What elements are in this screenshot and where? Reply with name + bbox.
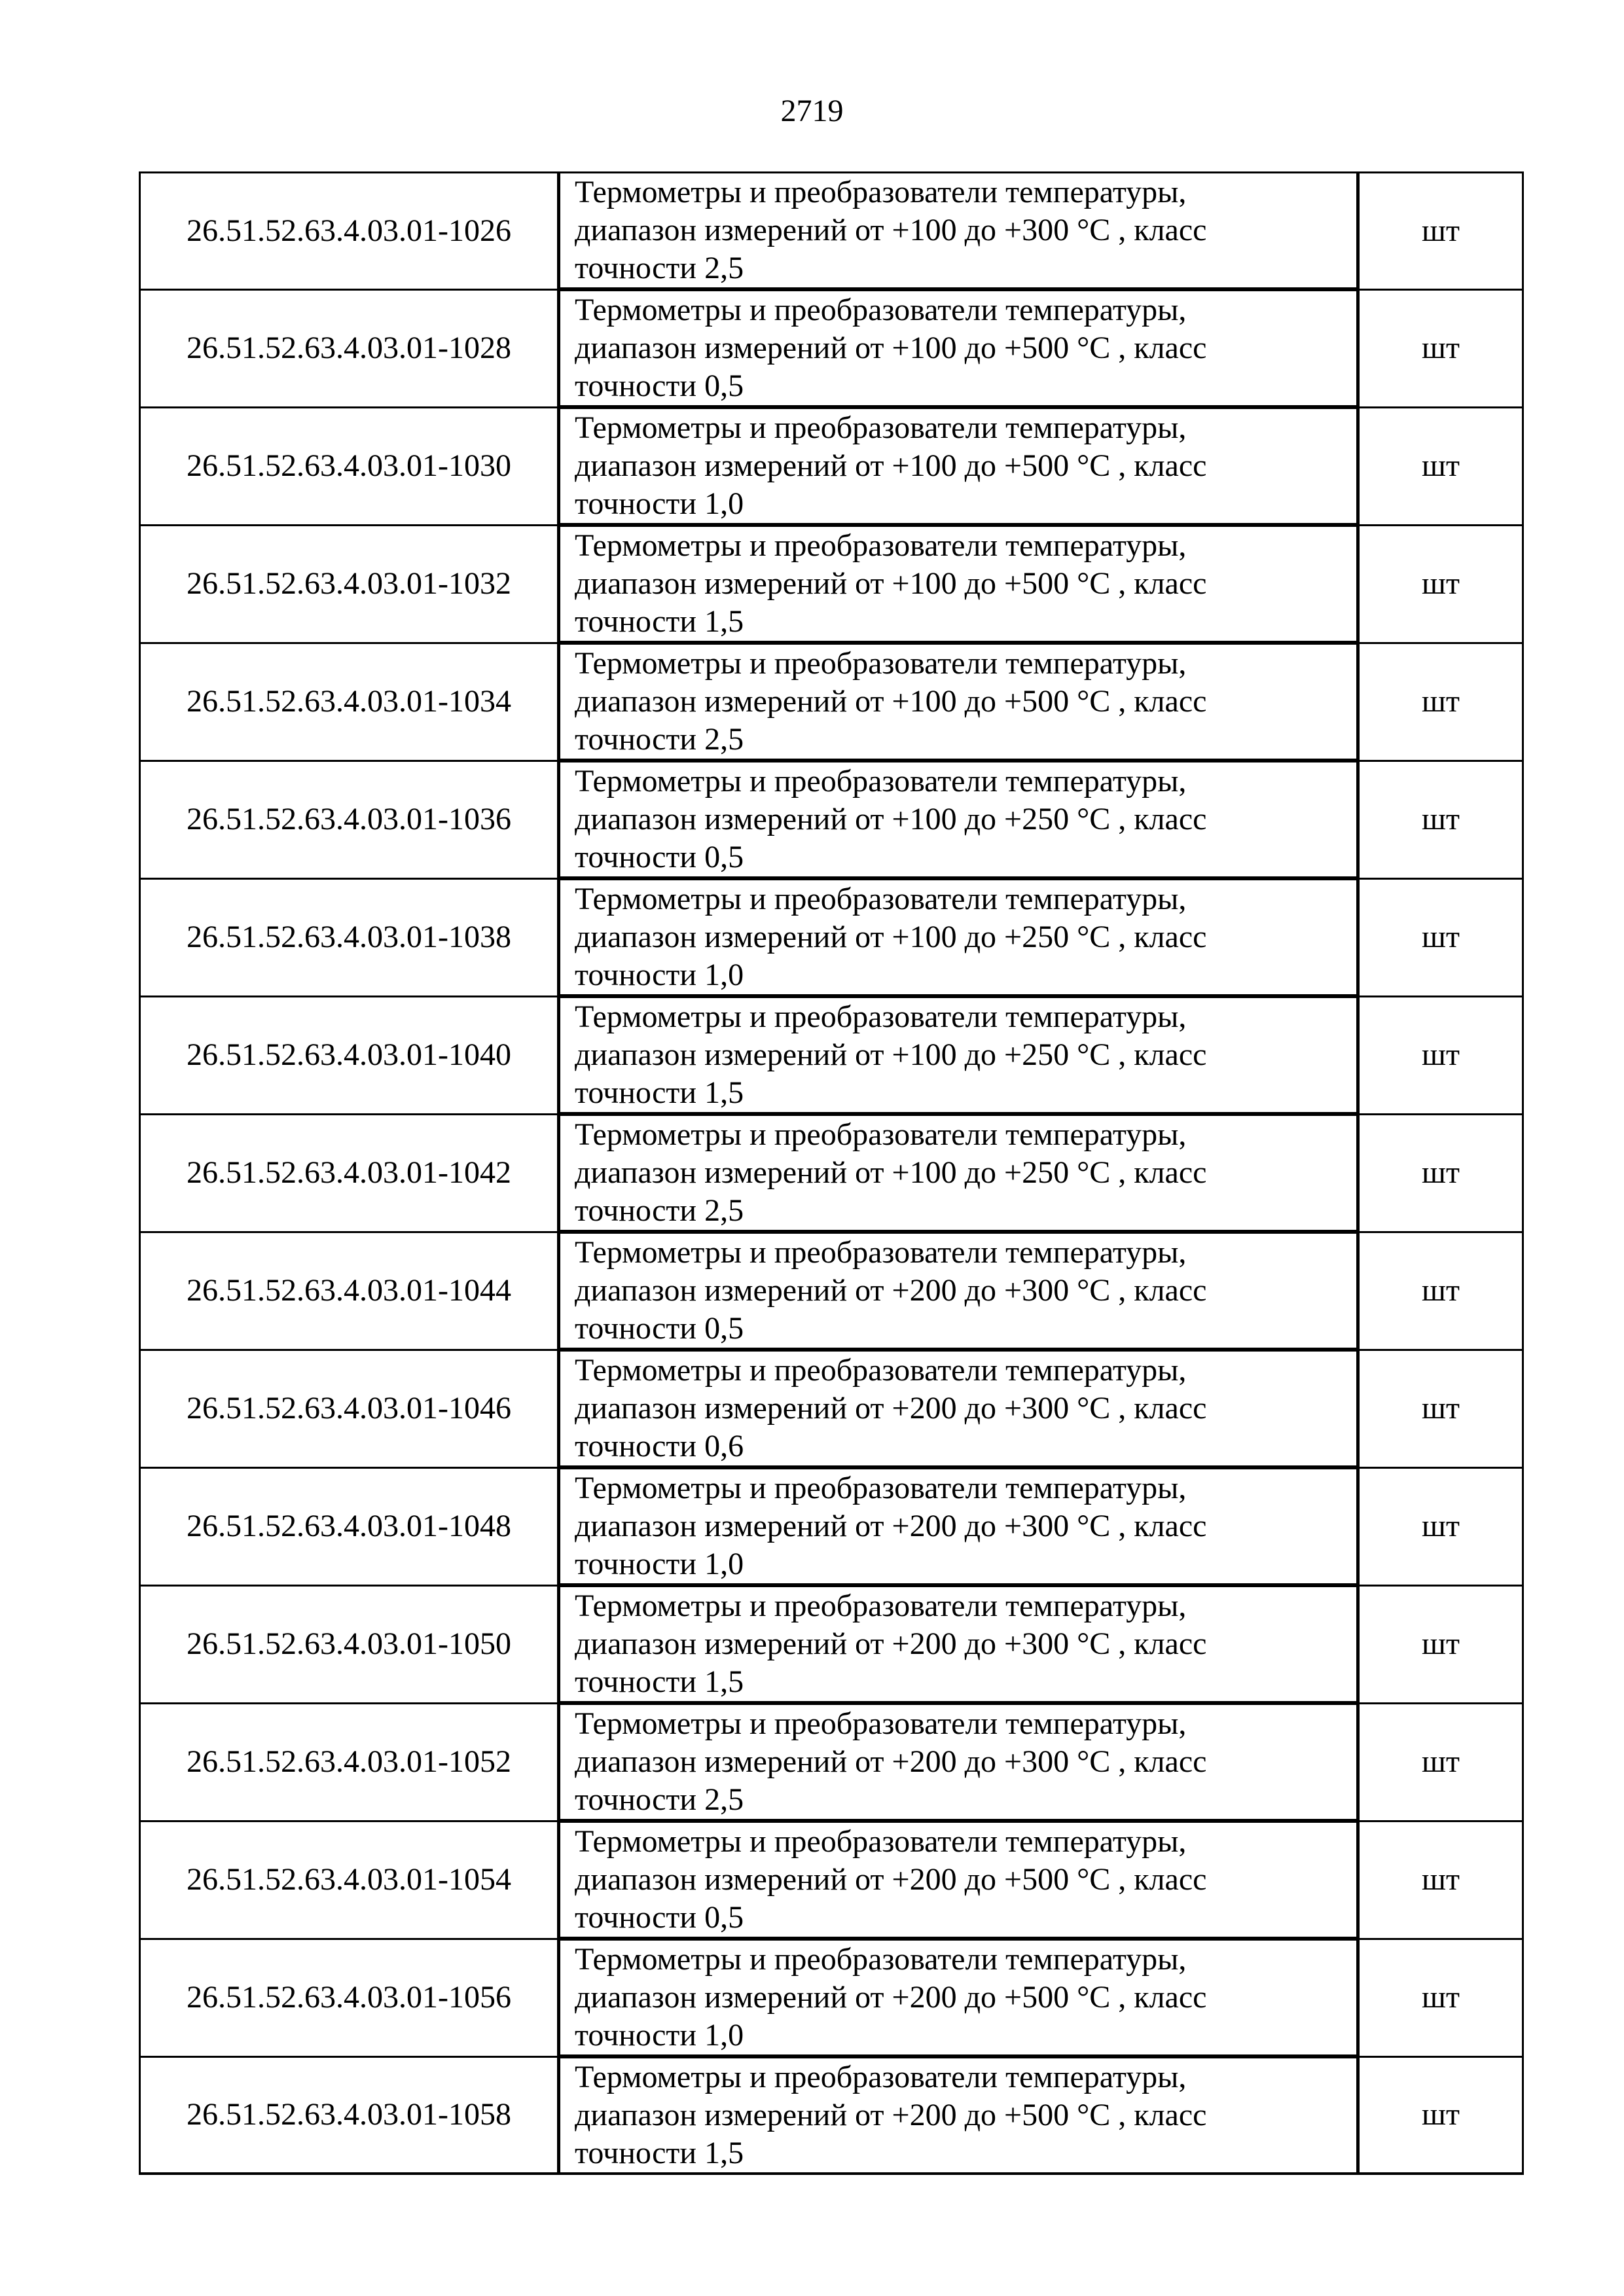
item-description: Термометры и преобразователи температуры, диапазон измерений от +100 до +300 °С , класс точности 2,5 — [575, 175, 1207, 285]
table-row — [140, 1467, 1523, 1585]
item-code-cell: 26.51.52.63.4.03.01-1052 — [140, 1703, 559, 1821]
item-code-cell: 26.51.52.63.4.03.01-1030 — [140, 407, 559, 525]
item-unit-cell: шт — [1358, 1350, 1523, 1467]
item-code-cell: 26.51.52.63.4.03.01-1056 — [140, 1939, 559, 2056]
table-row — [140, 2056, 1523, 2174]
item-description: Термометры и преобразователи температуры, диапазон измерений от +200 до +500 °С , класс точности 1,0 — [575, 1942, 1207, 2053]
item-description: Термометры и преобразователи температуры, диапазон измерений от +100 до +500 °С , класс точности 0,5 — [575, 293, 1207, 403]
item-code-cell: 26.51.52.63.4.03.01-1034 — [140, 643, 559, 761]
table-row — [140, 761, 1523, 878]
item-description: Термометры и преобразователи температуры, диапазон измерений от +100 до +250 °С , класс точности 1,0 — [575, 882, 1207, 992]
item-code-cell: 26.51.52.63.4.03.01-1050 — [140, 1585, 559, 1703]
item-description: Термометры и преобразователи температуры, диапазон измерений от +200 до +300 °С , класс точности 1,5 — [575, 1588, 1207, 1699]
item-unit-cell: шт — [1358, 1467, 1523, 1585]
item-code-cell: 26.51.52.63.4.03.01-1028 — [140, 289, 559, 407]
item-description: Термометры и преобразователи температуры, диапазон измерений от +200 до +300 °С , класс точности 2,5 — [575, 1706, 1207, 1817]
table-row — [140, 996, 1523, 1114]
items-table — [139, 171, 1524, 2175]
table-row — [140, 1703, 1523, 1821]
item-description: Термометры и преобразователи температуры, диапазон измерений от +100 до +250 °С , класс точности 0,5 — [575, 764, 1207, 874]
item-description: Термометры и преобразователи температуры, диапазон измерений от +200 до +300 °С , класс точности 1,0 — [575, 1471, 1207, 1581]
item-description: Термометры и преобразователи температуры, диапазон измерений от +200 до +300 °С , класс точности 0,6 — [575, 1353, 1207, 1463]
table-row — [140, 525, 1523, 643]
item-description-cell — [559, 643, 1358, 761]
item-description-cell — [559, 1350, 1358, 1467]
item-description-cell — [559, 1114, 1358, 1232]
item-description-cell — [559, 407, 1358, 525]
item-unit-cell: шт — [1358, 996, 1523, 1114]
item-unit-cell: шт — [1358, 1939, 1523, 2056]
table-row — [140, 1350, 1523, 1467]
item-code-cell: 26.51.52.63.4.03.01-1046 — [140, 1350, 559, 1467]
table-row — [140, 1232, 1523, 1350]
item-description-cell — [559, 173, 1358, 290]
item-description: Термометры и преобразователи температуры, диапазон измерений от +100 до +250 °С , класс точности 1,5 — [575, 999, 1207, 1110]
item-description: Термометры и преобразователи температуры, диапазон измерений от +100 до +250 °С , класс точности 2,5 — [575, 1117, 1207, 1228]
item-unit-cell: шт — [1358, 1114, 1523, 1232]
item-description-cell — [559, 1467, 1358, 1585]
item-code-cell: 26.51.52.63.4.03.01-1032 — [140, 525, 559, 643]
item-unit-cell: шт — [1358, 289, 1523, 407]
item-description-cell — [559, 525, 1358, 643]
item-description-cell — [559, 996, 1358, 1114]
item-unit-cell: шт — [1358, 1703, 1523, 1821]
item-code-cell: 26.51.52.63.4.03.01-1054 — [140, 1821, 559, 1939]
item-unit-cell: шт — [1358, 761, 1523, 878]
item-unit-cell: шт — [1358, 525, 1523, 643]
item-code-cell: 26.51.52.63.4.03.01-1038 — [140, 878, 559, 996]
page-number: 2719 — [780, 94, 844, 128]
item-unit-cell: шт — [1358, 407, 1523, 525]
table-row — [140, 289, 1523, 407]
item-code-cell: 26.51.52.63.4.03.01-1036 — [140, 761, 559, 878]
item-unit-cell: шт — [1358, 878, 1523, 996]
item-description: Термометры и преобразователи температуры, диапазон измерений от +100 до +500 °С , класс точности 2,5 — [575, 646, 1207, 757]
item-description-cell — [559, 1703, 1358, 1821]
item-code-cell: 26.51.52.63.4.03.01-1044 — [140, 1232, 559, 1350]
item-description-cell — [559, 1585, 1358, 1703]
item-description: Термометры и преобразователи температуры, диапазон измерений от +200 до +500 °С , класс точности 1,5 — [575, 2060, 1207, 2170]
item-description-cell — [559, 1939, 1358, 2056]
item-description: Термометры и преобразователи температуры, диапазон измерений от +200 до +300 °С , класс точности 0,5 — [575, 1235, 1207, 1346]
item-description-cell — [559, 1821, 1358, 1939]
item-unit-cell: шт — [1358, 1821, 1523, 1939]
item-description-cell — [559, 289, 1358, 407]
table-row — [140, 407, 1523, 525]
item-unit-cell: шт — [1358, 2056, 1523, 2174]
item-code-cell: 26.51.52.63.4.03.01-1040 — [140, 996, 559, 1114]
item-unit-cell: шт — [1358, 173, 1523, 290]
item-description: Термометры и преобразователи температуры, диапазон измерений от +100 до +500 °С , класс точности 1,0 — [575, 410, 1207, 521]
item-code-cell: 26.51.52.63.4.03.01-1058 — [140, 2056, 559, 2174]
item-description-cell — [559, 2056, 1358, 2174]
table-row — [140, 878, 1523, 996]
item-description-cell — [559, 878, 1358, 996]
item-unit-cell: шт — [1358, 1232, 1523, 1350]
item-description-cell — [559, 761, 1358, 878]
item-description-cell — [559, 1232, 1358, 1350]
table-row — [140, 1114, 1523, 1232]
item-unit-cell: шт — [1358, 1585, 1523, 1703]
table-row — [140, 643, 1523, 761]
item-code-cell: 26.51.52.63.4.03.01-1026 — [140, 173, 559, 290]
item-code-cell: 26.51.52.63.4.03.01-1042 — [140, 1114, 559, 1232]
item-code-cell: 26.51.52.63.4.03.01-1048 — [140, 1467, 559, 1585]
table-row — [140, 1585, 1523, 1703]
item-unit-cell: шт — [1358, 643, 1523, 761]
table-row — [140, 1939, 1523, 2056]
item-description: Термометры и преобразователи температуры, диапазон измерений от +100 до +500 °С , класс точности 1,5 — [575, 528, 1207, 639]
item-description: Термометры и преобразователи температуры, диапазон измерений от +200 до +500 °С , класс точности 0,5 — [575, 1824, 1207, 1935]
table-row — [140, 1821, 1523, 1939]
items-table-body — [140, 173, 1523, 2174]
table-row — [140, 173, 1523, 290]
